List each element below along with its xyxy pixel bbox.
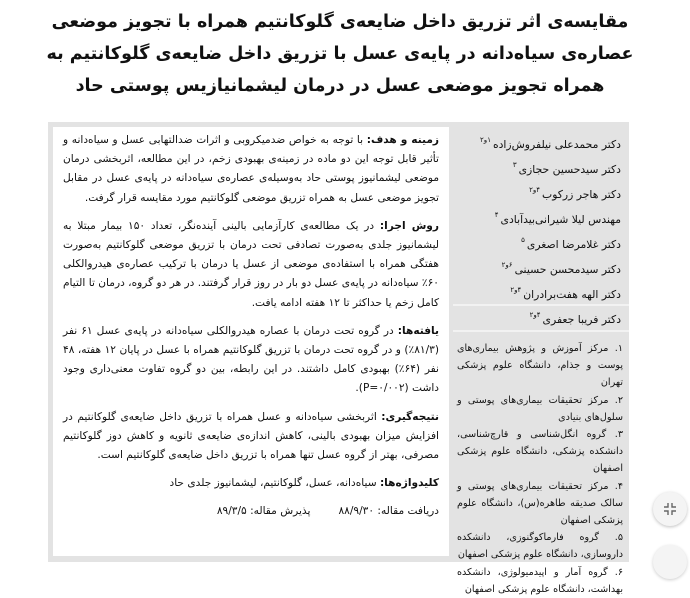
- author-name: دکتر هاجر زرکوب: [542, 188, 621, 201]
- abstract-background: [63, 131, 439, 208]
- paper-title: مقایسه‌ی اثر تزریق داخل ضایعه‌ی گلوکانتیم همراه با تجویز موضعی عصاره‌ی سیاه‌دانه در پایه‌ی عسل با تزریق داخل ضایعه‌ی گلوکانتیم به همراه تجویز موضعی عسل در درمان لیشمانیازیس پوستی حاد: [46, 12, 634, 96]
- viewer-secondary-button[interactable]: [653, 545, 687, 579]
- article-dates: [63, 502, 439, 521]
- received-date: دریافت مقاله: ۸۸/۹/۳۰: [338, 505, 439, 518]
- affiliation-marker: ۴و۲: [529, 186, 541, 194]
- section-text: اثربخشی سیاه‌دانه و عسل همراه با تزریق داخل ضایعه‌ی گلوکانتیم در افزایش میزان بهبودی بالینی، کاهش اندازه‌ی ضایعه‌ی ثانویه و کاهش دوز گلوکانتیم مصرفی، بهتر از گروه عسل تنها همراه با تزریق داخل ضایعه‌ی گلوکانتیم است.: [63, 410, 439, 462]
- affiliation-marker: ۴و۲: [510, 286, 522, 294]
- affiliation-marker: ۳: [512, 161, 517, 169]
- abstract-conclusion: [63, 408, 439, 466]
- divider: [453, 330, 629, 332]
- author-item: [457, 205, 621, 230]
- author-name: دکتر الهه هفت‌برادران: [523, 288, 621, 301]
- affiliation-item: ۶. گروه آمار و اپیدمیولوژی، دانشکده بهداشت، دانشگاه علوم پزشکی اصفهان: [457, 566, 623, 595]
- abstract-keywords: [63, 474, 439, 493]
- affiliation-marker: ۴: [494, 211, 499, 219]
- author-item: [457, 255, 621, 280]
- abstract-box: [53, 127, 449, 556]
- exit-fullscreen-button[interactable]: [653, 492, 687, 526]
- section-label: یافته‌ها:: [397, 324, 439, 337]
- section-label: زمینه و هدف:: [366, 134, 440, 146]
- author-name: دکتر غلامرضا اصغری: [526, 238, 621, 251]
- abstract-methods: [63, 217, 439, 313]
- affiliation-item: ۱. مرکز آموزش و پژوهش بیماری‌های پوست و جذام، دانشگاه علوم پزشکی تهران: [457, 343, 623, 389]
- author-item: [457, 130, 621, 155]
- affiliation-list: [453, 338, 629, 595]
- affiliation-item: ۴. مرکز تحقیقات بیماری‌های پوستی و سالک صدیقه طاهره(س)، دانشگاه علوم پزشکی اصفهان: [457, 480, 623, 527]
- collapse-fullscreen-icon: [663, 502, 677, 516]
- affiliation-marker: ۱و۲: [480, 136, 491, 144]
- author-item: [457, 180, 621, 205]
- author-list: [453, 124, 629, 326]
- section-text: در یک مطالعه‌ی کارآزمایی بالینی آینده‌نگر، تعداد ۱۵۰ بیمار مبتلا به لیشمانیوز جلدی به‌صورت تصادفی تحت درمان با تزریق موضعی گلوکانتیم به‌صورت هفتگی همراه با استفاده‌ی موضعی از عسل یا درمان با ترکیب عصاره‌ی هیدروالکلی ۶۰٪ سیاه‌دانه در پایه‌ی عسل دو بار در روز قرار گرفتند. در هر دو گروه، درمان تا التیام کامل زخم یا حداکثر تا ۱۲ هفته ادامه یافت.: [63, 219, 439, 309]
- affiliation-marker: ۴و۲: [529, 311, 541, 319]
- author-name: دکتر محمدعلی نیلفروش‌زاده: [492, 138, 621, 151]
- section-label: نتیجه‌گیری:: [381, 410, 439, 423]
- accepted-date: پذیرش مقاله: ۸۹/۳/۵: [216, 505, 311, 518]
- author-name: مهندس لیلا شیرانی‌بیدآبادی: [500, 213, 621, 226]
- author-item: [457, 155, 621, 180]
- author-name: دکتر سیدحسین حجازی: [518, 163, 621, 176]
- affiliation-item: ۳. گروه انگل‌شناسی و قارچ‌شناسی، دانشکده پزشکی، دانشگاه علوم پزشکی اصفهان: [457, 429, 623, 475]
- section-text: در گروه تحت درمان با عصاره هیدروالکلی سیاه‌دانه در پایه‌ی عسل ۶۱ نفر (۸۱/۳٪) و در گروه تحت درمان با تزریق گلوکانتیم همراه با عسل در پایان ۱۲ هفته، ۴۸ نفر (۶۴٪) بهبودی کامل داشتند. در این رابطه، بین دو گروه تفاوت معنی‌داری وجود داشت (P=۰/۰۰۲).: [63, 324, 440, 395]
- divider: [453, 304, 629, 306]
- abstract-results: [63, 322, 439, 399]
- author-item: [457, 305, 621, 330]
- affiliation-marker: ۵: [521, 236, 525, 244]
- affiliation-item: ۲. مرکز تحقیقات بیماری‌های پوستی و سلول‌های بنیادی: [457, 394, 623, 423]
- affiliation-marker: ۶و۲: [501, 261, 513, 269]
- affiliation-item: ۵. گروه فارماکوگنوزی، دانشکده داروسازی، دانشگاه علوم پزشکی اصفهان: [457, 532, 623, 561]
- section-label: روش اجرا:: [379, 219, 439, 232]
- author-item: [457, 280, 621, 305]
- author-item: [457, 230, 621, 255]
- author-name: دکتر فریبا جعفری: [542, 313, 621, 326]
- section-text: با توجه به خواص ضدمیکروبی و اثرات ضدالتهابی عسل و سیاه‌دانه و تأثیر قابل توجه این دو ماده در زمینه‌ی بهبودی زخم، در این مطالعه، اثربخشی درمان موضعی لیشمانیوز پوستی حاد به‌وسیله‌ی عصاره‌ی سیاه‌دانه در پایه‌ی عسل در مقابل تجویز موضعی عسل به همراه تزریق موضعی گلوکانتیم مورد مقایسه قرار گرفت.: [63, 134, 439, 204]
- section-text: سیاه‌دانه، عسل، گلوکانتیم، لیشمانیوز جلدی حاد: [169, 477, 380, 490]
- author-name: دکتر سیدمحسن حسینی: [514, 263, 621, 276]
- section-label: کلیدواژه‌ها:: [379, 477, 439, 490]
